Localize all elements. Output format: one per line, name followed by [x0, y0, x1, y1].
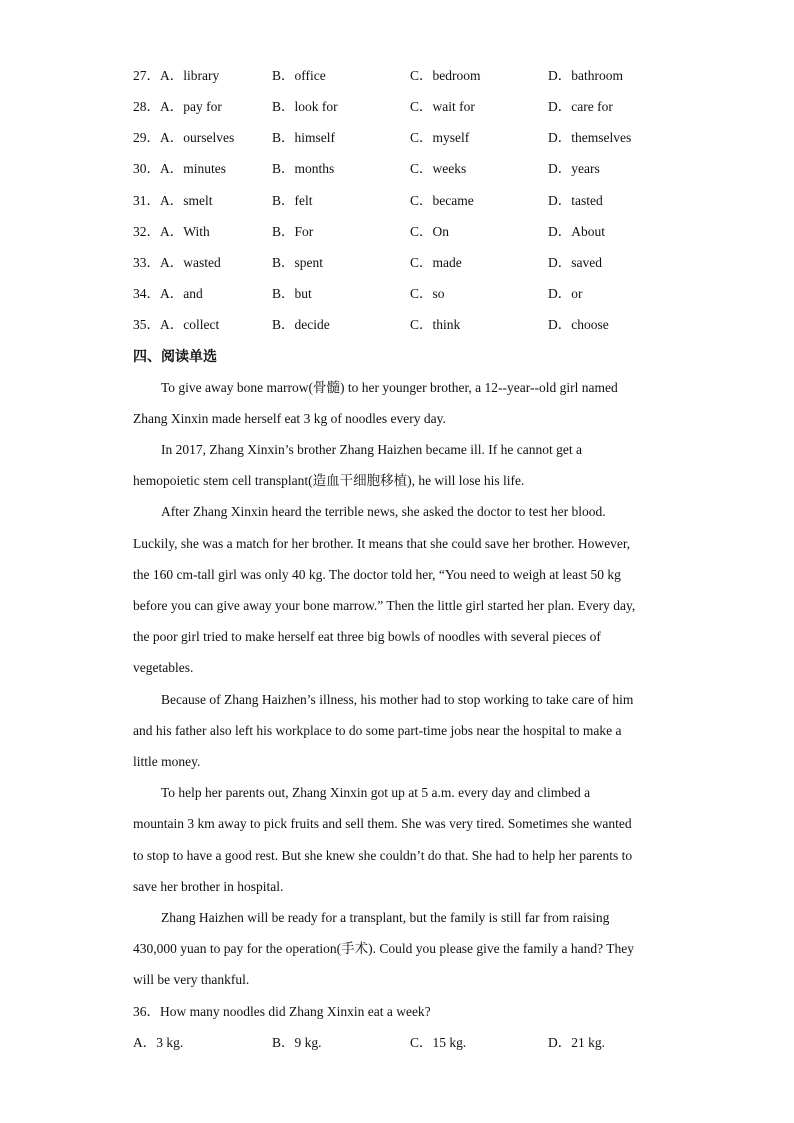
passage-line: to stop to have a good rest. But she knew she couldn’t do that. She had to help her parents to [133, 848, 633, 863]
option-b: B．decide [272, 317, 330, 332]
question-number: 31． [133, 193, 160, 208]
option-a: A．ourselves [160, 130, 235, 145]
question-28-options [133, 97, 693, 117]
question-36-options [133, 1033, 693, 1053]
option-d: D．bathroom [548, 68, 623, 83]
question-number: 33． [133, 255, 160, 270]
option-b: B．felt [272, 193, 313, 208]
question-32-options [133, 222, 693, 242]
option-a: A．minutes [160, 161, 226, 176]
passage-line: the poor girl tried to make herself eat three big bowls of noodles with several pieces of [133, 629, 601, 644]
question-number: 32． [133, 224, 160, 239]
option-a: A．pay for [160, 99, 222, 114]
passage-line: mountain 3 km away to pick fruits and sell them. She was very tired. Sometimes she wanted [133, 816, 632, 831]
passage-line: Because of Zhang Haizhen’s illness, his mother had to stop working to take care of him [161, 692, 634, 707]
option-b: B．months [272, 161, 335, 176]
option-c: C．On [410, 224, 450, 239]
option-b: B．spent [272, 255, 324, 270]
option-d: D．21 kg. [548, 1035, 605, 1050]
question-number: 28． [133, 99, 160, 114]
option-b: B．office [272, 68, 326, 83]
option-a: A．wasted [160, 255, 221, 270]
passage-line: before you can give away your bone marrow.” Then the little girl started her plan. Every day, [133, 598, 636, 613]
passage-line: save her brother in hospital. [133, 879, 284, 894]
option-a: A．smelt [160, 193, 213, 208]
option-c: C．weeks [410, 161, 467, 176]
question-30-options [133, 159, 693, 179]
passage-line: will be very thankful. [133, 972, 250, 987]
option-c: C．made [410, 255, 462, 270]
option-d: D．themselves [548, 130, 632, 145]
passage-line: and his father also left his workplace to do some part-time jobs near the hospital to make a [133, 723, 622, 738]
question-33-options [133, 253, 693, 273]
option-c: C．myself [410, 130, 470, 145]
question-29-options [133, 128, 693, 148]
option-d: D．care for [548, 99, 613, 114]
option-d: D．or [548, 286, 583, 301]
option-a: A．3 kg. [133, 1035, 184, 1050]
passage-line: In 2017, Zhang Xinxin’s brother Zhang Haizhen became ill. If he cannot get a [161, 442, 582, 457]
passage-line: Luckily, she was a match for her brother. It means that she could save her brother. However, [133, 536, 631, 551]
option-a: A．and [160, 286, 203, 301]
option-c: C．think [410, 317, 461, 332]
passage-line: hemopoietic stem cell transplant(造血干细胞移植), he will lose his life. [133, 473, 525, 488]
option-d: D．choose [548, 317, 609, 332]
option-c: C．wait for [410, 99, 475, 114]
passage-line: After Zhang Xinxin heard the terrible news, she asked the doctor to test her blood. [161, 504, 606, 519]
passage-line: vegetables. [133, 660, 194, 675]
option-d: D．saved [548, 255, 602, 270]
option-b: B．himself [272, 130, 335, 145]
question-number: 30． [133, 161, 160, 176]
passage-line: little money. [133, 754, 201, 769]
passage-line: the 160 cm-tall girl was only 40 kg. The doctor told her, “You need to weigh at least 50 kg [133, 567, 621, 582]
passage-line: To help her parents out, Zhang Xinxin got up at 5 a.m. every day and climbed a [161, 785, 591, 800]
passage-line: To give away bone marrow(骨髓) to her younger brother, a 12--year--old girl named [161, 380, 618, 395]
passage-line: Zhang Haizhen will be ready for a transplant, but the family is still far from raising [161, 910, 610, 925]
option-d: D．years [548, 161, 600, 176]
option-b: B．look for [272, 99, 338, 114]
option-c: C．so [410, 286, 445, 301]
question-34-options [133, 284, 693, 304]
option-d: D．About [548, 224, 605, 239]
question-number: 34． [133, 286, 160, 301]
option-c: C．became [410, 193, 474, 208]
question-number: 35． [133, 317, 160, 332]
passage-line: 430,000 yuan to pay for the operation(手术). Could you please give the family a hand? They [133, 941, 634, 956]
question-number: 27． [133, 68, 160, 83]
question-27-options [133, 66, 693, 86]
question-36-text: 36．How many noodles did Zhang Xinxin eat a week? [133, 1004, 431, 1019]
section-heading: 四、阅读单选 [133, 349, 217, 365]
question-35-options [133, 315, 693, 335]
option-b: B．but [272, 286, 312, 301]
option-a: A．library [160, 68, 220, 83]
option-b: B．9 kg. [272, 1035, 322, 1050]
option-c: C．bedroom [410, 68, 481, 83]
option-b: B．For [272, 224, 314, 239]
option-a: A．collect [160, 317, 220, 332]
question-31-options [133, 191, 693, 211]
passage-line: Zhang Xinxin made herself eat 3 kg of noodles every day. [133, 411, 446, 426]
question-number: 29． [133, 130, 160, 145]
option-a: A．With [160, 224, 210, 239]
option-d: D．tasted [548, 193, 603, 208]
option-c: C．15 kg. [410, 1035, 467, 1050]
